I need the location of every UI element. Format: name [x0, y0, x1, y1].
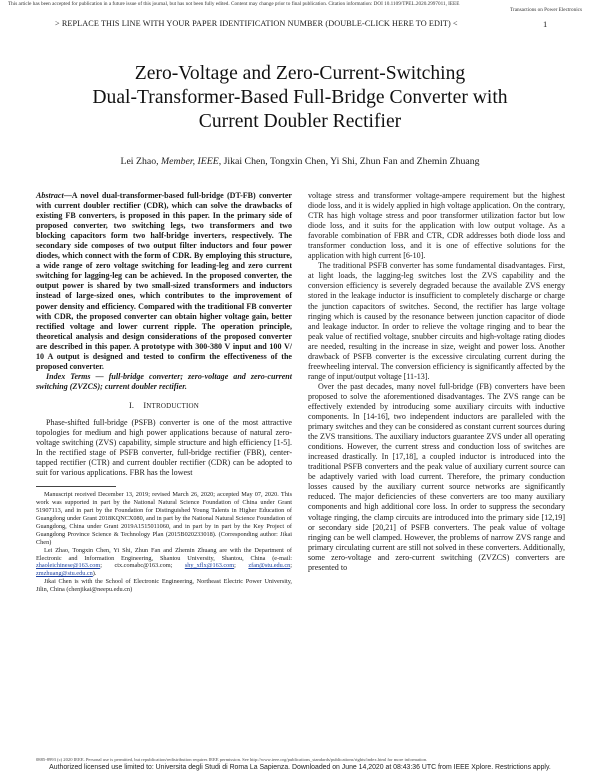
email-link-zhuang[interactable]: zmzhuang@stu.edu.cn — [36, 570, 93, 578]
author-lead: Lei Zhao, — [120, 156, 162, 167]
abstract-dash: — — [63, 191, 72, 200]
email-separator: ; — [290, 562, 292, 570]
title-line-2: Dual-Transformer-Based Full-Bridge Converter with — [92, 87, 508, 108]
left-column — [36, 191, 292, 594]
index-terms — [36, 372, 292, 392]
title-line-3: Current Doubler Rectifier — [198, 111, 402, 132]
section-heading-rest: NTRODUCTION — [146, 401, 200, 410]
author-list — [60, 156, 540, 167]
section-numeral: I. — [128, 400, 135, 410]
author-rest: , Jikai Chen, Tongxin Chen, Yi Shi, Zhun Fan and Zhemin Zhuang — [218, 156, 480, 167]
author-membership: Member, IEEE — [161, 156, 219, 167]
footnote-affiliation-text: Lei Zhao, Tongxin Chen, Yi Shi, Zhun Fan and Zhemin Zhuang are with the Department of Electronic and Information Engineering, Shantou University, Shantou, China (e-mail: — [36, 546, 292, 562]
right-column — [308, 191, 565, 573]
footnote-affiliation-end: ). — [92, 570, 97, 578]
title-line-1: Zero-Voltage and Zero-Current-Switching — [134, 63, 466, 84]
section-heading-initial: I — [143, 400, 147, 410]
abstract-text: A novel dual-transformer-based full-bridge (DT-FB) converter with current doubler rectifier (CDR), which can solve the drawbacks of existing FB converters, is proposed in this paper. In the primary side of proposed converter, two switching legs, two transformers and two blocking capacitors form two half-bridge inverters, respectively. The secondary side composes of two output filter inductors and four power diodes, which connect with the form of CDR. By employing this structure, a wide range of zero voltage switching for leading-leg and zero current switching for lagging-leg can be achieved. In the proposed converter, the output power is shared by two small-sized transformers and inductors instead of large-sized ones, which contributes to the improvement of power density and efficiency. Compared with the traditional FB converter with CDR, the proposed converter can obtain higher voltage gain, better rectified voltage and lower current ripple. The operation principle, theoretical analysis and design considerations of the proposed converter are described in this paper. A prototype with 300-380 V input and 100 V/ 10 A output is designed and tested to confirm the effectiveness of the proposed converter. — [36, 191, 292, 371]
intro-paragraph-4: Over the past decades, many novel full-bridge (FB) converters have been proposed to solve the aforementioned disadvantages. The ZVS range can be effectively extended by introducing some auxiliary circuits with inductive components. In [14-16], two independent inductors are paralleled with the primary switches and they can be considered as constant current sources during the ZVS transitions. The auxiliary inductors guarantee ZVS under all operating conditions. However, the current stress and conduction loss of switches are increased drastically. In [17,18], a coupled inductor is introduced into the traditional PSFB converters and the peak value of auxiliary current source can be adaptively varied with load current. Therefore, the primary conduction losses caused by the auxiliary current source networks are significantly reduced. The major deficiencies of these converters are too many auxiliary components and high additional core loss. In order to suppress the secondary voltage ringing, the clamp circuits are introduced into the primary side [12,19] or secondary side [20,21] of PSFB converters. The peak value of voltage ringing can be well clamped. However, the problems of narrow ZVS range and primary circulating current are still not solved in these converters. Additionally, some zero-voltage and zero-current switching (ZVZCS) converters are presented to — [308, 381, 565, 572]
footnote-affiliation — [36, 547, 292, 579]
footnote-manuscript: Manuscript received December 13, 2019; revised March 26, 2020; accepted May 07, 2020. This work was supported in part by the National Natural Science Foundation of China under Grant 51907113, and in part by the Foundation for Distinguished Young Talents in Higher Education of Guangdong under Grant 2018KQNCX080, and in part by the National Natural Science Foundation of Guangdong, China under Grant 2019A1515011060, and in part by in part by the Key Project of Guangdong Province Science & Technology Plan (2015B020233018). (Corresponding author: Jikai Chen) — [36, 491, 292, 546]
index-terms-label: Index Terms — [46, 371, 91, 381]
running-head: > REPLACE THIS LINE WITH YOUR PAPER IDENTIFICATION NUMBER (DOUBLE-CLICK HERE TO EDIT) < — [55, 19, 458, 28]
copyright-footer: 0885-8993 (c) 2020 IEEE. Personal use is permitted, but republication/redistribution requires IEEE permission. See http://www.ieee.org/publications_standards/publications/rights/index.html for more information. — [36, 757, 428, 762]
intro-paragraph-3: The traditional PSFB converter has some fundamental disadvantages. First, at light loads, the lagging-leg switches lost the ZVS capability and the conversion efficiency is severely degraded because the available ZVS energy stored in the leakage inductor is insufficient to completely discharge or charge the junction capacitors of switches. Second, the rectifier has large voltage ringing which is caused by the resonance between junction capacitor of diode and leakage inductor. In order to relieve the voltage ringing and to bear the peak value of rectified voltage, snubber circuits and high-voltage rating diodes are needed, resulting in the increase in size, weight and power loss. Another drawback of PSFB converter is the excessive circulating current during the freewheeling interval. The conversion efficiency is significantly affected by the range of input/output voltage [11-13]. — [308, 261, 565, 381]
email-separator: ; — [234, 562, 249, 570]
footnote-rule — [36, 486, 116, 487]
email-link-fan[interactable]: zfan@stu.edu.cn — [248, 562, 291, 570]
authorized-use-notice: Authorized licensed use limited to: Universita degli Studi di Roma La Sapienza. Downloaded on June 14,2020 at 08:43:36 UTC from IEEE Xplore. Restrictions apply. — [49, 764, 551, 771]
footnote-chen: Jikai Chen is with the School of Electronic Engineering, Northeast Electric Power University, Jilin, China (chenjikai@neepu.edu.cn) — [36, 578, 292, 594]
intro-paragraph-1: Phase-shifted full-bridge (PSFB) converter is one of the most attractive topologies for medium and high power applications because of natural zero-voltage switching (ZVS) capability, simple structure and high efficiency [1-5]. In the rectified stage of PSFB converter, full-bridge rectifier (FBR), center-tapped rectifier (CTR) and current doubler rectifier (CDR) can be adopted to suit for various applications. FBR has the lowest — [36, 417, 292, 478]
index-terms-text: full-bridge converter; zero-voltage and zero-current switching (ZVZCS); current doubler rectifier. — [36, 371, 293, 391]
email-separator: ; ctx.comabc@163.com; — [100, 562, 185, 570]
paper-title — [60, 62, 540, 134]
abstract-label: Abstract — [36, 191, 64, 200]
abstract — [36, 191, 292, 372]
email-link-shi[interactable]: shy_xflx@163.com — [184, 562, 235, 570]
acceptance-notice: This article has been accepted for publication in a future issue of this journal, but has not been fully edited. Content may change prior to final publication. Citation information: DOI 10.1109/TPEL.2020.2997011, IEEE — [8, 1, 460, 7]
page-number: 1 — [543, 19, 548, 29]
intro-paragraph-2: voltage stress and transformer voltage-ampere requirement but the highest diode loss, and it is widely applied in high voltage application. On the contrary, CTR has high voltage stress and poor transformer utilization factor but low diode loss, and it suits for the application with low output voltage. As a favorable combination of FBR and CTR, CDR addresses both diode loss and transformer conduction loss, and it is one of effective solutions for the application with high current [6-10]. — [308, 191, 565, 261]
journal-line: Transactions on Power Electronics — [510, 7, 582, 13]
section-heading-introduction — [36, 401, 292, 411]
email-link-zhao[interactable]: zhaoleichinese@163.com — [36, 562, 101, 570]
index-terms-dash: — — [90, 371, 109, 381]
